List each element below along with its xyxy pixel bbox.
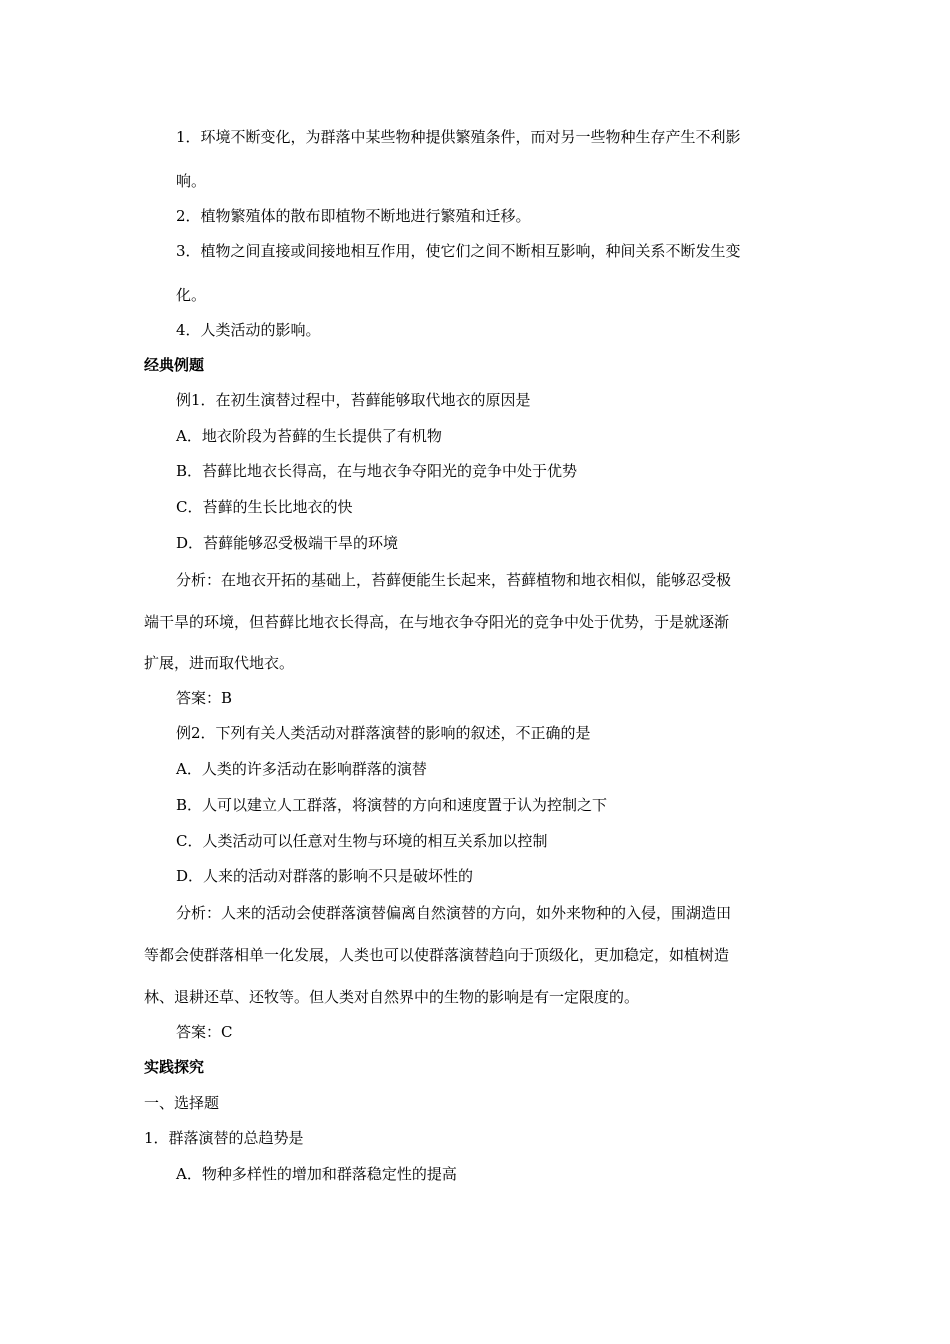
example-1-option-a: A．地衣阶段为苔藓的生长提供了有机物 xyxy=(176,427,442,445)
example-2-answer: 答案：C xyxy=(176,1023,233,1041)
example-2-option-d: D．人来的活动对群落的影响不只是破坏性的 xyxy=(176,867,474,885)
example-2-option-b: B．人可以建立人工群落，将演替的方向和速度置于认为控制之下 xyxy=(176,796,608,814)
example-2-option-c: C．人类活动可以任意对生物与环境的相互关系加以控制 xyxy=(176,832,548,850)
example-2-question: 例2．下列有关人类活动对群落演替的影响的叙述，不正确的是 xyxy=(176,724,591,742)
intro-point-2: 2．植物繁殖体的散布即植物不断地进行繁殖和迁移。 xyxy=(176,207,531,225)
example-1-option-d: D．苔藓能够忍受极端干旱的环境 xyxy=(176,534,399,552)
example-2-analysis-line-1: 分析：人来的活动会使群落演替偏离自然演替的方向，如外来物种的入侵，围湖造田 xyxy=(176,904,732,922)
intro-point-1-line-1: 1．环境不断变化，为群落中某些物种提供繁殖条件，而对另一些物种生存产生不利影 xyxy=(176,128,741,146)
intro-point-3-line-2: 化。 xyxy=(176,286,207,304)
example-2-analysis-line-2: 等都会使群落相单一化发展，人类也可以使群落演替趋向于顶级化，更加稳定，如植树造 xyxy=(144,946,730,964)
practice-question-1: 1．群落演替的总趋势是 xyxy=(144,1129,304,1147)
example-1-option-c: C．苔藓的生长比地衣的快 xyxy=(176,498,353,516)
practice-question-1-option-a: A．物种多样性的增加和群落稳定性的提高 xyxy=(176,1165,457,1183)
intro-point-1-line-2: 响。 xyxy=(176,172,207,190)
practice-subheading: 一、选择题 xyxy=(144,1094,220,1112)
example-1-analysis-line-1: 分析：在地衣开拓的基础上，苔藓便能生长起来，苔藓植物和地衣相似，能够忍受极 xyxy=(176,571,732,589)
section-heading-practice: 实践探究 xyxy=(144,1058,205,1076)
example-1-answer: 答案：B xyxy=(176,689,233,707)
intro-point-3-line-1: 3．植物之间直接或间接地相互作用，使它们之间不断相互影响，种间关系不断发生变 xyxy=(176,242,741,260)
section-heading-examples: 经典例题 xyxy=(144,356,205,374)
example-2-option-a: A．人类的许多活动在影响群落的演替 xyxy=(176,760,427,778)
intro-point-4: 4．人类活动的影响。 xyxy=(176,321,321,339)
example-1-analysis-line-3: 扩展，进而取代地衣。 xyxy=(144,654,295,672)
example-1-analysis-line-2: 端干旱的环境，但苔藓比地衣长得高，在与地衣争夺阳光的竞争中处于优势，于是就逐渐 xyxy=(144,613,730,631)
example-2-analysis-line-3: 林、退耕还草、还牧等。但人类对自然界中的生物的影响是有一定限度的。 xyxy=(144,988,640,1006)
example-1-question: 例1．在初生演替过程中，苔藓能够取代地衣的原因是 xyxy=(176,391,531,409)
example-1-option-b: B．苔藓比地衣长得高，在与地衣争夺阳光的竞争中处于优势 xyxy=(176,462,578,480)
